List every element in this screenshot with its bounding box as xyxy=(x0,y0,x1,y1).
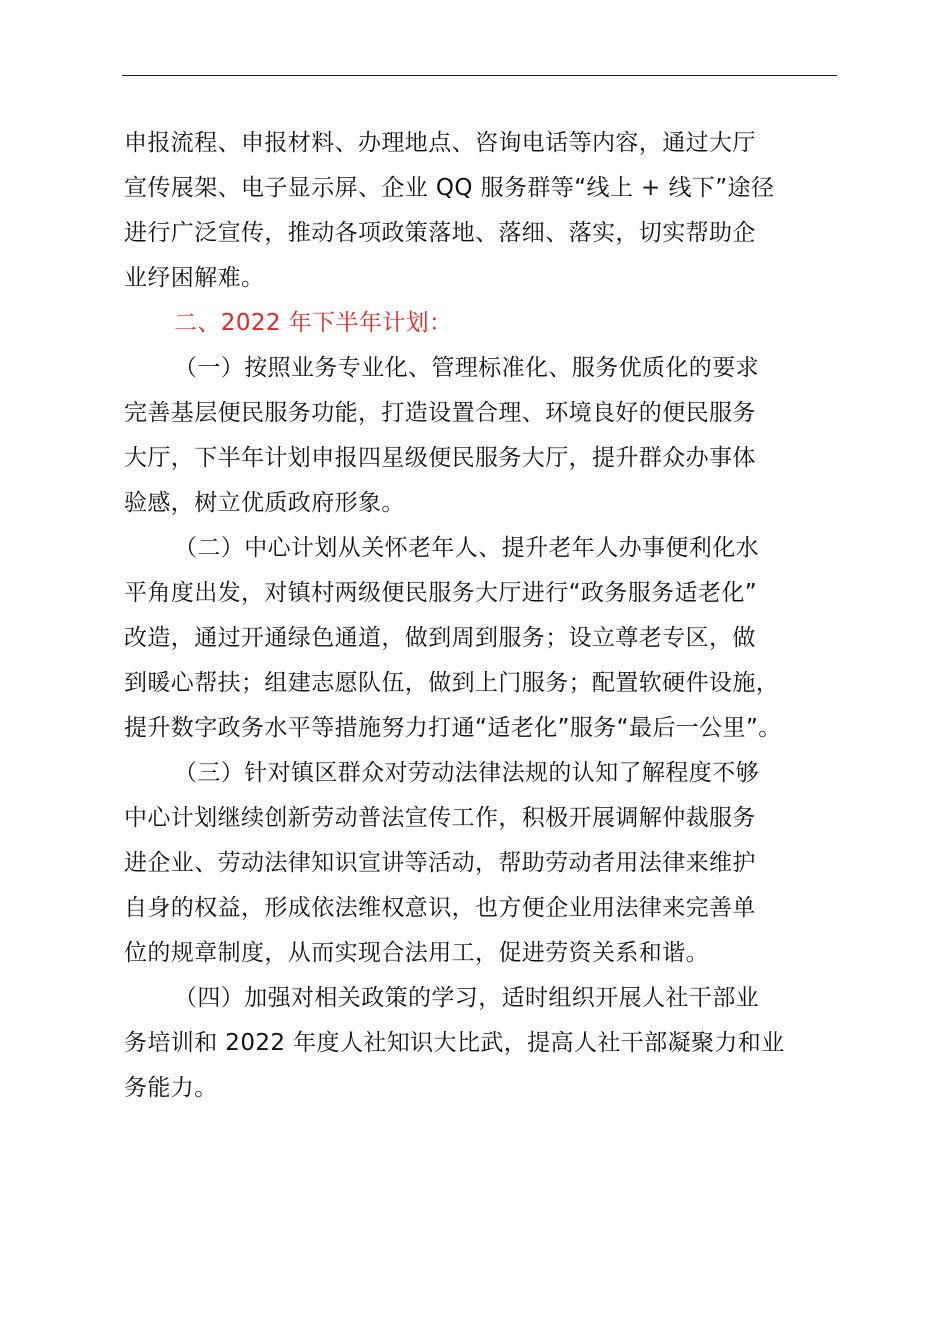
text-line: 提升数字政务水平等措施努力打通“适老化”服务“最后一公里”。 xyxy=(124,715,782,741)
section-heading-text: 二、2022 年下半年计划： xyxy=(174,310,453,336)
text-line: （四）加强对相关政策的学习，适时组织开展人社干部业 xyxy=(174,985,759,1011)
text-line: 务能力。 xyxy=(124,1075,218,1101)
text-line: （二）中心计划从关怀老年人、提升老年人办事便利化水 xyxy=(174,535,759,561)
paragraph-item-1 xyxy=(124,346,864,526)
text-line: 进企业、劳动法律知识宣讲等活动，帮助劳动者用法律来维护 xyxy=(124,850,756,876)
text-line: 改造，通过开通绿色通道，做到周到服务；设立尊老专区，做 xyxy=(124,625,756,651)
text-line: 完善基层便民服务功能，打造设置合理、环境良好的便民服务 xyxy=(124,400,756,426)
header-rule xyxy=(122,75,837,76)
text-line: 进行广泛宣传，推动各项政策落地、落细、落实，切实帮助企 xyxy=(124,220,756,246)
text-line: 验感，树立优质政府形象。 xyxy=(124,490,405,516)
paragraph-item-2 xyxy=(124,526,864,751)
text-line: 宣传展架、电子显示屏、企业 QQ 服务群等“线上 + 线下”途径 xyxy=(124,175,775,201)
text-line: 到暖心帮扶；组建志愿队伍，做到上门服务；配置软硬件设施， xyxy=(124,670,780,696)
text-line: （三）针对镇区群众对劳动法律法规的认知了解程度不够 xyxy=(174,760,759,786)
text-line: 平角度出发，对镇村两级便民服务大厅进行“政务服务适老化” xyxy=(124,580,758,606)
paragraph-continuation xyxy=(124,121,864,301)
text-line: 大厅，下半年计划申报四星级便民服务大厅，提升群众办事体 xyxy=(124,445,756,471)
paragraph-item-4 xyxy=(124,976,864,1111)
text-line: 位的规章制度，从而实现合法用工，促进劳资关系和谐。 xyxy=(124,940,709,966)
document-body xyxy=(124,121,864,1111)
text-line: 务培训和 2022 年度人社知识大比武，提高人社干部凝聚力和业 xyxy=(124,1030,785,1056)
text-line: 业纾困解难。 xyxy=(124,265,265,291)
section-heading xyxy=(124,301,864,346)
paragraph-item-3 xyxy=(124,751,864,976)
text-line: （一）按照业务专业化、管理标准化、服务优质化的要求 xyxy=(174,355,759,381)
text-line: 申报流程、申报材料、办理地点、咨询电话等内容，通过大厅 xyxy=(124,130,756,156)
text-line: 中心计划继续创新劳动普法宣传工作，积极开展调解仲裁服务 xyxy=(124,805,756,831)
text-line: 自身的权益，形成依法维权意识，也方便企业用法律来完善单 xyxy=(124,895,756,921)
